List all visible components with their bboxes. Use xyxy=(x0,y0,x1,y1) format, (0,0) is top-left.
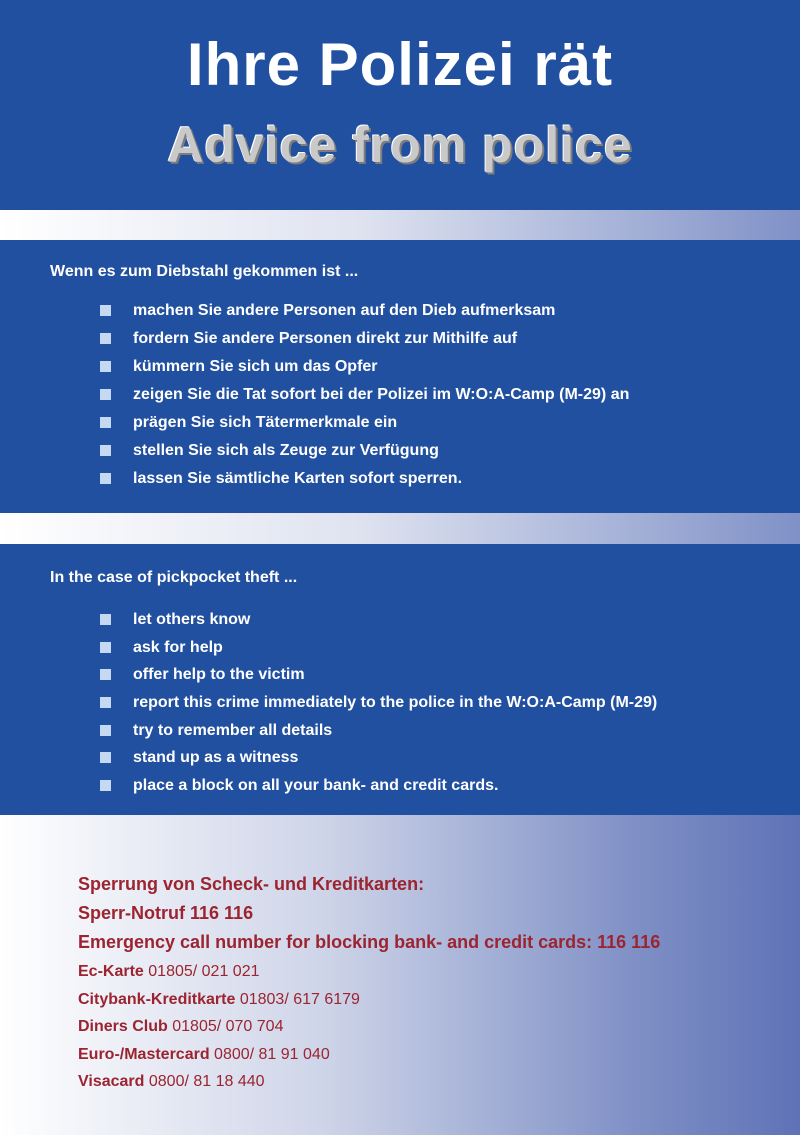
square-bullet-icon xyxy=(100,669,111,680)
hotline-english: Emergency call number for blocking bank- and credit cards: 116 116 xyxy=(78,932,661,952)
card-number: 01805/ 021 021 xyxy=(148,963,260,980)
card-number: 0800/ 81 91 040 xyxy=(214,1046,330,1063)
list-item xyxy=(100,328,790,350)
list-item xyxy=(100,747,790,769)
title-english: Advice from police xyxy=(167,117,633,173)
card-number: 01803/ 617 6179 xyxy=(239,991,360,1008)
card-line xyxy=(78,1044,330,1066)
list-item-text: report this crime immediately to the police in the W:O:A-Camp (M-29) xyxy=(133,694,658,711)
list-item xyxy=(100,637,790,659)
list-item xyxy=(100,720,790,742)
list-item-text: stand up as a witness xyxy=(133,749,299,766)
card-line xyxy=(78,1016,283,1038)
list-item-text: fordern Sie andere Personen direkt zur Mithilfe auf xyxy=(133,330,518,347)
german-heading: Wenn es zum Diebstahl gekommen ist ... xyxy=(50,263,359,280)
card-line xyxy=(78,1071,265,1093)
list-item xyxy=(100,384,790,406)
square-bullet-icon xyxy=(100,697,111,708)
card-name: Euro-/Mastercard xyxy=(78,1046,210,1063)
square-bullet-icon xyxy=(100,417,111,428)
list-item xyxy=(100,692,790,714)
square-bullet-icon xyxy=(100,305,111,316)
card-name: Diners Club xyxy=(78,1018,168,1035)
card-line xyxy=(78,961,259,983)
list-item xyxy=(100,440,790,462)
list-item-text: machen Sie andere Personen auf den Dieb aufmerksam xyxy=(133,302,556,319)
list-item-text: let others know xyxy=(133,611,251,628)
list-item-text: ask for help xyxy=(133,639,223,656)
list-item-text: stellen Sie sich als Zeuge zur Verfügung xyxy=(133,442,439,459)
list-item xyxy=(100,664,790,686)
square-bullet-icon xyxy=(100,780,111,791)
list-item-text: kümmern Sie sich um das Opfer xyxy=(133,358,378,375)
card-number: 0800/ 81 18 440 xyxy=(148,1073,265,1090)
list-item xyxy=(100,356,790,378)
list-item xyxy=(100,468,790,490)
gradient-divider xyxy=(0,210,800,240)
card-number: 01805/ 070 704 xyxy=(172,1018,284,1035)
card-name: Ec-Karte xyxy=(78,963,144,980)
square-bullet-icon xyxy=(100,642,111,653)
list-item-text: prägen Sie sich Tätermerkmale ein xyxy=(133,414,398,431)
german-advice-panel xyxy=(0,240,800,513)
hotline-german: Sperr-Notruf 116 116 xyxy=(78,903,254,923)
english-advice-panel xyxy=(0,544,800,815)
blocking-heading: Sperrung von Scheck- und Kreditkarten: xyxy=(78,874,425,894)
list-item-text: offer help to the victim xyxy=(133,666,305,683)
list-item xyxy=(100,775,790,797)
square-bullet-icon xyxy=(100,445,111,456)
list-item xyxy=(100,609,790,631)
square-bullet-icon xyxy=(100,389,111,400)
gradient-divider xyxy=(0,513,800,544)
list-item-text: zeigen Sie die Tat sofort bei der Polizei im W:O:A-Camp (M-29) an xyxy=(133,386,630,403)
square-bullet-icon xyxy=(100,725,111,736)
title-german: Ihre Polizei rät xyxy=(186,31,614,98)
card-name: Visacard xyxy=(78,1073,145,1090)
list-item-text: place a block on all your bank- and credit cards. xyxy=(133,777,499,794)
card-blocking-section xyxy=(0,815,800,1135)
list-item xyxy=(100,300,790,322)
card-name: Citybank-Kreditkarte xyxy=(78,991,236,1008)
square-bullet-icon xyxy=(100,361,111,372)
list-item xyxy=(100,412,790,434)
english-heading: In the case of pickpocket theft ... xyxy=(50,569,298,586)
square-bullet-icon xyxy=(100,333,111,344)
card-line xyxy=(78,989,360,1011)
list-item-text: lassen Sie sämtliche Karten sofort sperren. xyxy=(133,470,463,487)
square-bullet-icon xyxy=(100,752,111,763)
square-bullet-icon xyxy=(100,473,111,484)
list-item-text: try to remember all details xyxy=(133,722,333,739)
square-bullet-icon xyxy=(100,614,111,625)
header-banner xyxy=(0,0,800,210)
